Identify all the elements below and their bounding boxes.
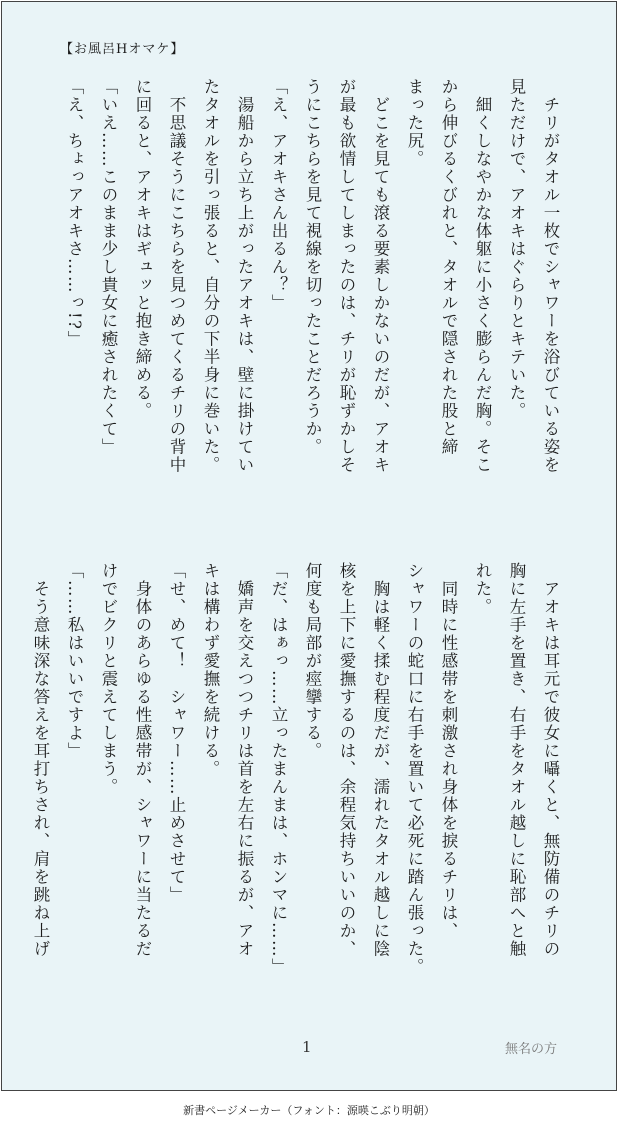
text-block-top: [54, 78, 564, 548]
text-line: 同時に性感帯を刺激され身体を捩るチリは、: [439, 562, 458, 940]
text-line: キは構わず愛撫を続ける。: [201, 562, 220, 778]
footer-credit: 新書ページメーカー（フォント：源暎こぶり明朝）: [183, 1104, 435, 1117]
text-line: 不思議そうにこちらを見つめてくるチリの背中: [167, 78, 186, 474]
text-line: れた。: [473, 562, 492, 616]
text-line: 身体のあらゆる性感帯が、シャワーに当たるだ: [133, 562, 152, 958]
page-heading: 【お風呂Hオマケ】: [60, 42, 185, 57]
text-line: 「いえ……このまま少し貴女に癒されたくて」: [99, 78, 118, 456]
text-line: が最も欲情してしまったのは、チリが恥ずかしそ: [337, 78, 356, 474]
text-line: 細くしなやかな体躯に小さく膨らんだ胸。そこ: [473, 78, 492, 474]
text-line: 核を上下に愛撫するのは、余程気持ちいいのか、: [337, 562, 356, 958]
text-line: 「せ、めて！ シャワー……止めさせて」: [167, 562, 186, 904]
text-line: 湯船から立ち上がったアオキは、壁に掛けてい: [235, 78, 254, 474]
text-line: 「え、アオキさん出るん？」: [269, 78, 288, 312]
text-line: どこを見ても滾る要素しかないのだが、アオキ: [371, 78, 390, 474]
page-number: 1: [302, 1038, 312, 1056]
text-line: シャワーの蛇口に右手を置いて必死に踏ん張った。: [405, 562, 424, 976]
text-line: 「え、ちょっアオキさ……っ!?」: [65, 78, 84, 349]
text-line: アオキは耳元で彼女に囁くと、無防備のチリの: [541, 562, 560, 958]
text-line: 見ただけで、アオキはぐらりとキテいた。: [507, 78, 526, 420]
author-name: 無名の方: [505, 1042, 558, 1057]
text-line: たタオルを引っ張ると、自分の下半身に巻いた。: [201, 78, 220, 474]
text-line: に回ると、アオキはギュッと抱き締める。: [133, 78, 152, 420]
text-line: から伸びるくびれと、タオルで隠された股と締: [439, 78, 458, 456]
text-line: 「だ、はぁっ……立ったまんまは、ホンマに……」: [269, 562, 288, 976]
text-line: うにこちらを見て視線を切ったことだろうか。: [303, 78, 322, 456]
manuscript-page: [1, 1, 617, 1091]
text-line: そう意味深な答えを耳打ちされ、肩を跳ね上げ: [31, 562, 50, 958]
text-line: 胸は軽く揉む程度だが、濡れたタオル越しに陰: [371, 562, 390, 958]
text-line: 何度も局部が痙攣する。: [303, 562, 322, 760]
text-line: チリがタオル一枚でシャワーを浴びている姿を: [541, 78, 560, 474]
text-block-bottom: [31, 562, 564, 1032]
text-line: 嬌声を交えつつチリは首を左右に振るが、アオ: [235, 562, 254, 958]
text-line: けでビクリと震えてしまう。: [99, 562, 118, 796]
text-line: 胸に左手を置き、右手をタオル越しに恥部へと触: [507, 562, 526, 958]
text-line: 「……私はいいですよ」: [65, 562, 84, 760]
text-line: まった尻。: [405, 78, 424, 168]
